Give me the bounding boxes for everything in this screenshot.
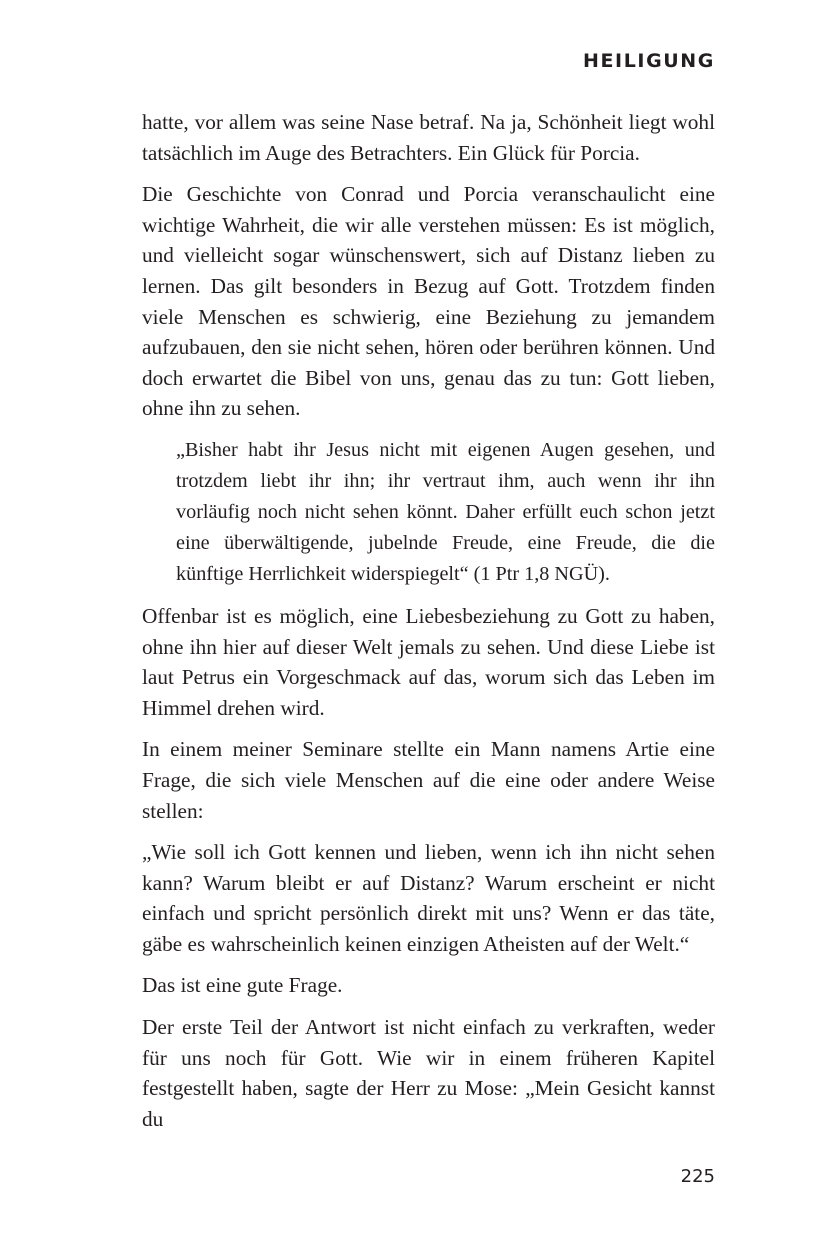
paragraph-seminar: In einem meiner Seminare stellte ein Mann namens Artie eine Frage, die sich viele Menschen auf die eine oder andere Weise stellen: <box>142 737 715 823</box>
paragraph-antwort: Der erste Teil der Antwort ist nicht einfach zu verkraften, weder für uns noch für Gott. Wie wir in einem früheren Kapitel festgestellt haben, sagte der Herr zu Mose: „Mein Gesicht kannst du <box>142 1015 715 1131</box>
bible-quote: „Bisher habt ihr Jesus nicht mit eigenen Augen gesehen, und trotzdem liebt ihr ihn; ihr vertraut ihm, auch wenn ihr ihn vorläufig noch nicht sehen könnt. Daher erfüllt euch schon jetzt eine überwältigende, jubelnde Freude, eine Freude, die die künftige Herrlichkeit widerspiegelt“ (1 Ptr 1,8 NGÜ). <box>176 438 715 585</box>
paragraph-conrad-porcia: Die Geschichte von Conrad und Porcia veranschaulicht eine wichtige Wahrheit, die wir alle verstehen müssen: Es ist möglich, und vielleicht sogar wünschenswert, sich auf Distanz lieben zu lernen. Das gilt besonders in Bezug auf Gott. Trotzdem finden viele Menschen es schwierig, eine Beziehung zu jemandem aufzubauen, den sie nicht sehen, hören oder berühren können. Und doch erwartet die Bibel von uns, genau das zu tun: Gott lieben, ohne ihn zu sehen. <box>142 182 715 421</box>
page-body <box>142 107 715 1134</box>
paragraph-liebesbeziehung: Offenbar ist es möglich, eine Liebesbeziehung zu Gott zu haben, ohne ihn hier auf dieser Welt jemals zu sehen. Und diese Liebe ist laut Petrus ein Vorgeschmack auf das, worum sich das Leben im Himmel drehen wird. <box>142 603 715 720</box>
paragraph-artie-question: „Wie soll ich Gott kennen und lieben, wenn ich ihn nicht sehen kann? Warum bleibt er auf Distanz? Warum erscheint er nicht einfach und spricht persönlich direkt mit uns? Wenn er das täte, gäbe es wahrscheinlich keinen einzigen Atheisten auf der Welt.“ <box>142 840 715 956</box>
paragraph-continuation: hatte, vor allem was seine Nase betraf. Na ja, Schönheit liegt wohl tatsächlich im Auge des Betrachters. Ein Glück für Porcia. <box>142 110 715 165</box>
paragraph-gute-frage: Das ist eine gute Frage. <box>142 973 343 998</box>
page-number: 225 <box>680 1166 715 1187</box>
running-head: HEILIGUNG <box>582 50 715 72</box>
